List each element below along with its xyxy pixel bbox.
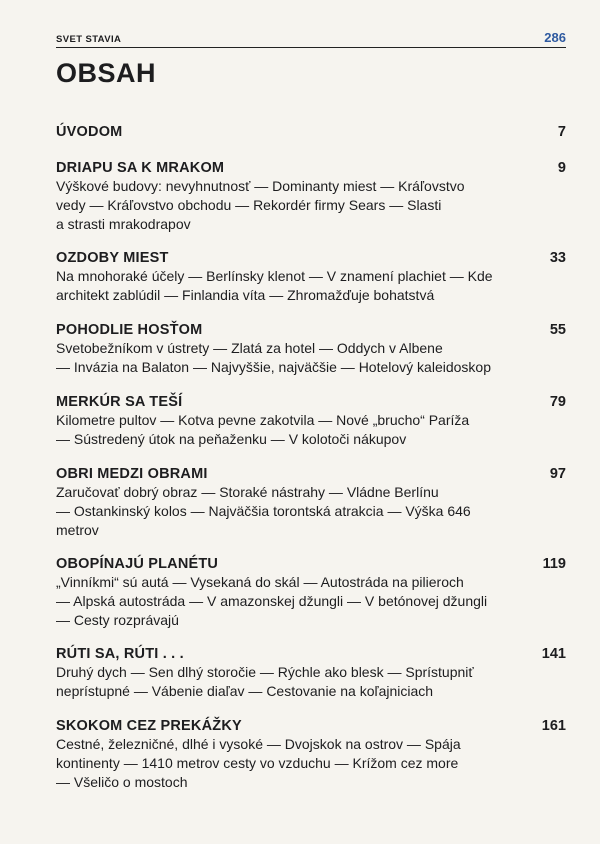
toc-line: Výškové budovy: nevyhnutnosť — Dominanty miest — Kráľovstvo — [56, 178, 465, 194]
toc-section-title: MERKÚR SA TEŠÍ — [56, 394, 183, 410]
toc-section-page: 55 — [549, 322, 566, 338]
toc-line: „Vinníkmi“ sú autá — Vysekaná do skál — Autostráda na pilieroch — [56, 574, 464, 590]
toc-section-text — [56, 267, 566, 305]
toc-section-skokom-cez-prekazky — [56, 718, 566, 792]
toc-line: Svetobežníkom v ústrety — Zlatá za hotel — Oddych v Albene — [56, 340, 443, 356]
header-rule — [56, 47, 566, 48]
toc-section-driapu-sa-k-mrakom — [56, 160, 566, 234]
toc-section-page: 161 — [541, 718, 566, 734]
toc-section-text — [56, 483, 566, 540]
toc-section-uvodom — [56, 124, 566, 140]
toc-section-title: SKOKOM CEZ PREKÁŽKY — [56, 718, 242, 734]
toc-section-text — [56, 573, 566, 630]
toc-section-title: OBRI MEDZI OBRAMI — [56, 466, 208, 482]
toc-section-title: ÚVODOM — [56, 124, 123, 140]
toc-section-title: POHODLIE HOSŤOM — [56, 322, 203, 338]
toc-line: Cestné, železničné, dlhé i vysoké — Dvojskok na ostrov — Spája — [56, 736, 461, 752]
toc-section-text — [56, 411, 566, 449]
toc-line: metrov — [56, 522, 99, 538]
toc-section-text — [56, 735, 566, 792]
toc-section-pohodlie-hostom — [56, 322, 566, 377]
toc-line: — Invázia na Balaton — Najvyššie, najväčšie — Hotelový kaleidoskop — [56, 359, 491, 375]
toc-section-text — [56, 177, 566, 234]
toc-section-obri-medzi-obrami — [56, 466, 566, 540]
toc-line: — Ostankinský kolos — Najväčšia torontská atrakcia — Výška 646 — [56, 503, 471, 519]
toc-line: a strasti mrakodrapov — [56, 216, 191, 232]
toc-section-text — [56, 663, 566, 701]
toc-line: Kilometre pultov — Kotva pevne zakotvila — Nové „brucho“ Paríža — [56, 412, 470, 428]
toc-line: — Všeličo o mostoch — [56, 774, 188, 790]
toc-section-page: 9 — [557, 160, 566, 176]
toc-line: Na mnohoraké účely — Berlínsky klenot — V znamení plachiet — Kde — [56, 268, 493, 284]
toc-section-page: 141 — [541, 646, 566, 662]
toc-section-merkur-sa-tesi — [56, 394, 566, 449]
running-head — [56, 30, 566, 46]
toc-section-page: 97 — [549, 466, 566, 482]
toc-section-page: 119 — [542, 556, 566, 572]
toc-line: kontinenty — 1410 metrov cesty vo vzduchu — Krížom cez more — [56, 755, 459, 771]
toc-section-ruti-sa-ruti — [56, 646, 566, 701]
running-title: SVET STAVIA — [56, 34, 122, 45]
toc-line: — Cesty rozprávajú — [56, 612, 179, 628]
toc-section-title: OZDOBY MIEST — [56, 250, 169, 266]
page-number: 286 — [544, 30, 566, 45]
toc-section-ozdoby-miest — [56, 250, 566, 305]
page — [56, 0, 566, 844]
toc-line: Druhý dych — Sen dlhý storočie — Rýchle ako blesk — Sprístupniť — [56, 664, 474, 680]
toc-section-page: 33 — [549, 250, 566, 266]
toc-section-title: OBOPÍNAJÚ PLANÉTU — [56, 556, 219, 572]
toc-line: architekt zablúdil — Finlandia víta — Zhromažďuje bohatstvá — [56, 287, 435, 303]
page-heading: OBSAH — [56, 58, 157, 88]
toc-line: — Sústredený útok na peňaženku — V kolotoči nákupov — [56, 431, 407, 447]
toc-line: — Alpská autostráda — V amazonskej džungli — V betónovej džungli — [56, 593, 488, 609]
toc-section-text — [56, 339, 566, 377]
toc-section-title: RÚTI SA, RÚTI . . . — [56, 646, 184, 662]
toc-section-page: 7 — [557, 124, 566, 140]
toc-line: neprístupné — Vábenie diaľav — Cestovanie na koľajniciach — [56, 683, 434, 699]
toc-section-page: 79 — [549, 394, 566, 410]
toc-line: Zaručovať dobrý obraz — Storaké nástrahy — Vládne Berlínu — [56, 484, 439, 500]
toc-section-obopinaju-planetu — [56, 556, 566, 630]
toc-section-title: DRIAPU SA K MRAKOM — [56, 160, 225, 176]
toc-line: vedy — Kráľovstvo obchodu — Rekordér firmy Sears — Slasti — [56, 197, 442, 213]
